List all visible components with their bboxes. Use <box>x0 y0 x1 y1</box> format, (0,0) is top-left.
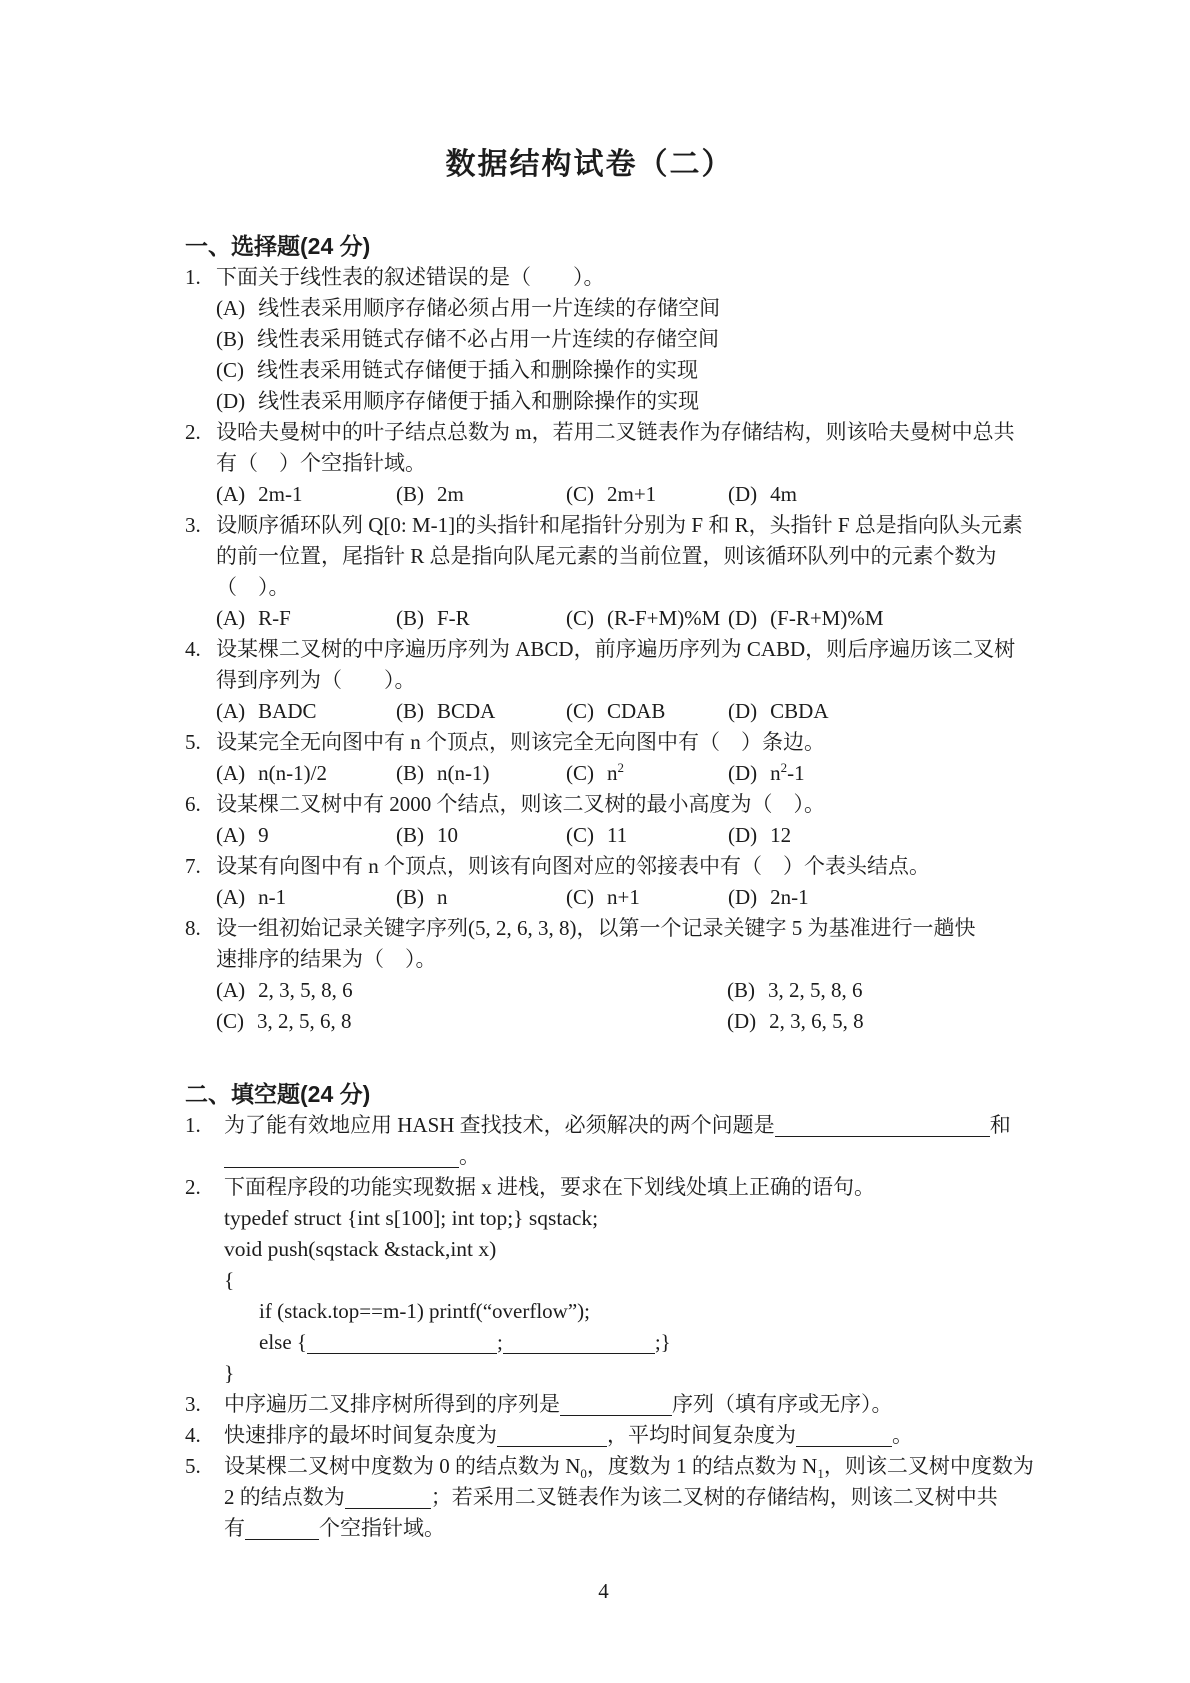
option-label: (D) <box>728 761 758 785</box>
option-label: (C) <box>566 885 594 909</box>
question <box>185 634 1022 727</box>
option-item <box>728 479 797 510</box>
options-row <box>216 882 1022 913</box>
option-item <box>566 758 728 789</box>
section <box>185 231 1022 1037</box>
option-label: (D) <box>728 606 758 630</box>
option-label: (C) <box>566 823 594 847</box>
subscript: 1 <box>817 1466 824 1482</box>
option-label: (A) <box>216 885 246 909</box>
option-text: $n^2$ <box>607 760 624 785</box>
question-number: 3. <box>185 513 201 537</box>
question-stem-line: 2 的结点数为 ；若采用二叉链表作为该二叉树的存储结构，则该二叉树中共 <box>224 1485 998 1509</box>
option-label: (B) <box>396 761 424 785</box>
option-label: (B) <box>727 978 755 1002</box>
question-stem-line: （ ）。 <box>216 575 290 599</box>
subscript: 0 <box>580 1466 587 1482</box>
question-stem-line: 设某棵二叉树中有 2000 个结点，则该二叉树的最小高度为（ ）。 <box>216 792 825 816</box>
option-text: (F-R+M)%M <box>770 606 884 630</box>
option-text: 2, 3, 5, 8, 6 <box>258 978 353 1002</box>
option-label: (C) <box>566 699 594 723</box>
option-text: (R-F+M)%M <box>607 606 721 630</box>
option-item <box>216 1006 727 1037</box>
option-text: R-F <box>258 606 291 630</box>
question-stem-line: 。 <box>224 1141 1022 1172</box>
option-item <box>727 1006 864 1037</box>
question <box>185 913 1022 1037</box>
option-label: (D) <box>728 885 758 909</box>
question-body <box>216 789 1022 851</box>
question-stem-line: 下面关于线性表的叙述错误的是（ ）。 <box>216 265 605 289</box>
option-label: (D) <box>728 482 758 506</box>
option-text: 11 <box>607 823 628 847</box>
code-line: } <box>224 1361 235 1385</box>
question-stem-line: 下面程序段的功能实现数据 x 进栈，要求在下划线处填上正确的语句。 <box>224 1175 875 1199</box>
question-number: 5. <box>185 730 201 754</box>
option-label: (C) <box>216 1009 244 1033</box>
question-body <box>216 262 1022 417</box>
question-body <box>216 851 1022 913</box>
question-stem-line: 的前一位置，尾指针 R 总是指向队尾元素的当前位置，则该循环队列中的元素个数为 <box>216 544 997 568</box>
option-text: n+1 <box>607 885 640 909</box>
question <box>185 417 1022 510</box>
option-item <box>728 882 809 913</box>
question <box>185 1172 1022 1389</box>
question-body <box>216 417 1022 510</box>
question-stem-line: 设某棵二叉树的中序遍历序列为 ABCD，前序遍历序列为 CABD，则后序遍历该二叉树 <box>216 637 1016 661</box>
question <box>185 262 1022 417</box>
option-label: (B) <box>396 606 424 630</box>
question-stem-line: 设顺序循环队列 Q[0: M-1]的头指针和尾指针分别为 F 和 R，头指针 F 总是指向队头元素 <box>216 513 1023 537</box>
option-label: (A) <box>216 823 246 847</box>
option-text: n <box>437 885 448 909</box>
option-item <box>566 479 728 510</box>
option-text: 线性表采用链式存储不必占用一片连续的存储空间 <box>257 327 719 351</box>
question-body <box>224 1389 1022 1420</box>
options-row <box>216 820 1022 851</box>
blank-field <box>497 1434 607 1447</box>
option-text: 2n-1 <box>770 885 809 909</box>
option-text: 9 <box>258 823 269 847</box>
question-number: 6. <box>185 792 201 816</box>
option-text: 2m-1 <box>258 482 303 506</box>
question-stem-line: 速排序的结果为（ ）。 <box>216 947 437 971</box>
option-item <box>216 758 396 789</box>
option-text: 2m <box>437 482 464 506</box>
option-text: n(n-1) <box>437 761 490 785</box>
question <box>185 851 1022 913</box>
question-stem-line: 为了能有效地应用 HASH 查找技术，必须解决的两个问题是 和 <box>224 1113 1011 1137</box>
option-text: 线性表采用顺序存储便于插入和删除操作的实现 <box>258 389 700 413</box>
section-heading: 二、填空题(24 分) <box>185 1081 371 1107</box>
question-body <box>224 1420 1022 1451</box>
option-item <box>216 293 1022 324</box>
question <box>185 1110 1022 1172</box>
blank-field <box>503 1341 655 1354</box>
option-label: (C) <box>566 482 594 506</box>
question-body <box>216 510 1022 634</box>
option-label: (B) <box>216 327 244 351</box>
question-stem-line: 中序遍历二叉排序树所得到的序列是 序列（填有序或无序）。 <box>224 1392 893 1416</box>
option-item <box>566 820 728 851</box>
question-body <box>216 634 1022 727</box>
blank-field <box>245 1527 319 1540</box>
option-label: (A) <box>216 761 246 785</box>
blank-field <box>224 1155 459 1168</box>
question <box>185 1451 1034 1544</box>
question-number: 8. <box>185 916 201 940</box>
question-stem-line: 设哈夫曼树中的叶子结点总数为 m，若用二叉链表作为存储结构，则该哈夫曼树中总共 <box>216 420 1015 444</box>
option-item <box>727 975 863 1006</box>
question-stem-line: 设某有向图中有 n 个顶点，则该有向图对应的邻接表中有（ ）个表头结点。 <box>216 854 930 878</box>
option-label: (D) <box>727 1009 757 1033</box>
option-item <box>216 327 719 351</box>
question-number: 4. <box>185 637 201 661</box>
code-line: else { ; ;} <box>259 1330 671 1354</box>
option-item <box>396 758 566 789</box>
blank-field <box>775 1124 990 1137</box>
option-item <box>216 324 1022 355</box>
question-number: 1. <box>185 1113 201 1137</box>
question-number: 2. <box>185 1175 201 1199</box>
option-item <box>216 389 699 413</box>
options-row <box>216 696 1022 727</box>
question-stem-line: 设某棵二叉树中度数为 0 的结点数为 $N_0$，度数为 1 的结点数为 $N_1$，则该二叉树中度数为 <box>224 1454 1034 1482</box>
options-row <box>216 603 1022 634</box>
option-text: $n^2-1$ <box>770 760 805 785</box>
code-line: if (stack.top==m-1) printf(“overflow”); <box>259 1299 590 1323</box>
options-row <box>216 975 1022 1006</box>
blank-field <box>345 1496 431 1509</box>
question-body <box>224 1451 1034 1544</box>
option-text: 12 <box>770 823 792 847</box>
question-body <box>224 1110 1022 1172</box>
option-item <box>396 479 566 510</box>
option-label: (D) <box>728 699 758 723</box>
question <box>185 727 1022 789</box>
option-text: CBDA <box>770 699 829 723</box>
page-title: 数据结构试卷（二） <box>445 148 734 181</box>
option-item <box>216 296 720 320</box>
question <box>185 1420 1022 1451</box>
section <box>185 1079 1034 1544</box>
option-label: (B) <box>396 699 424 723</box>
option-text: 3, 2, 5, 6, 8 <box>257 1009 352 1033</box>
question-body <box>216 913 1022 1037</box>
option-text: 3, 2, 5, 8, 6 <box>768 978 863 1002</box>
option-label: (B) <box>396 823 424 847</box>
code-line: typedef struct {int s[100]; int top;} sqstack; <box>224 1206 599 1230</box>
question-stem-line: 有 个空指针域。 <box>224 1516 445 1540</box>
option-label: (A) <box>216 606 246 630</box>
option-item <box>216 603 396 634</box>
option-item <box>728 758 805 789</box>
option-text: 10 <box>437 823 458 847</box>
option-item <box>396 603 566 634</box>
exam-sections <box>185 231 1034 1544</box>
question-stem-line: 设某完全无向图中有 n 个顶点，则该完全无向图中有（ ）条边。 <box>216 730 825 754</box>
option-item <box>216 820 396 851</box>
option-label: (A) <box>216 699 246 723</box>
superscript: 2 <box>617 760 624 775</box>
blank-field <box>307 1341 497 1354</box>
option-item <box>216 696 396 727</box>
options-row <box>216 479 1022 510</box>
option-text: 2m+1 <box>607 482 657 506</box>
option-label: (C) <box>566 761 594 785</box>
option-label: (B) <box>396 482 424 506</box>
question-stem-line: 得到序列为（ ）。 <box>216 668 416 692</box>
question <box>185 1389 1022 1420</box>
option-text: 4m <box>770 482 797 506</box>
option-label: (C) <box>216 358 244 382</box>
question <box>185 789 1022 851</box>
question-stem-line: 快速排序的最坏时间复杂度为 ，平均时间复杂度为 。 <box>224 1423 913 1447</box>
option-item <box>216 479 396 510</box>
option-item <box>216 975 727 1006</box>
question-body <box>216 727 1022 789</box>
options-row <box>216 1006 1022 1037</box>
option-item <box>566 882 728 913</box>
option-item <box>566 696 728 727</box>
option-text: n(n-1)/2 <box>258 761 327 785</box>
question-stem-line: 设一组初始记录关键字序列(5, 2, 6, 3, 8)，以第一个记录关键字 5 为基准进行一趟快 <box>216 916 976 940</box>
option-text: n-1 <box>258 885 287 909</box>
blank-field <box>560 1403 672 1416</box>
question-number: 4. <box>185 1423 201 1447</box>
option-item <box>216 386 1022 417</box>
option-text: F-R <box>437 606 470 630</box>
superscript: 2 <box>780 760 788 775</box>
question-number: 7. <box>185 854 201 878</box>
option-item <box>396 696 566 727</box>
question-number: 5. <box>185 1454 201 1478</box>
option-text: BADC <box>258 699 317 723</box>
option-item <box>566 603 728 634</box>
option-item <box>216 882 396 913</box>
option-label: (D) <box>216 389 246 413</box>
question-stem-line: 有（ ）个空指针域。 <box>216 451 426 475</box>
option-item <box>728 603 884 634</box>
question-number: 2. <box>185 420 201 444</box>
options-row <box>216 758 1022 789</box>
code-line: void push(sqstack &stack,int x) <box>224 1237 497 1261</box>
option-label: (B) <box>396 885 424 909</box>
question-number: 3. <box>185 1392 201 1416</box>
option-label: (A) <box>216 482 246 506</box>
option-label: (A) <box>216 978 246 1002</box>
option-item <box>396 882 566 913</box>
option-text: BCDA <box>437 699 496 723</box>
section-heading: 一、选择题(24 分) <box>185 233 371 259</box>
option-item <box>728 696 829 727</box>
page-number: 4 <box>598 1579 609 1603</box>
option-text: 2, 3, 6, 5, 8 <box>769 1009 864 1033</box>
code-line: { <box>224 1268 235 1292</box>
option-text: 线性表采用顺序存储必须占用一片连续的存储空间 <box>258 296 721 320</box>
option-text: 线性表采用链式存储便于插入和删除操作的实现 <box>257 358 698 382</box>
option-label: (C) <box>566 606 594 630</box>
option-item <box>216 358 698 382</box>
option-label: (A) <box>216 296 246 320</box>
question-body <box>224 1172 1022 1389</box>
option-text: CDAB <box>607 699 666 723</box>
question-number: 1. <box>185 265 201 289</box>
question <box>185 510 1022 634</box>
option-label: (D) <box>728 823 758 847</box>
option-item <box>728 820 791 851</box>
blank-field <box>796 1434 892 1447</box>
option-item <box>396 820 566 851</box>
option-item <box>216 355 1022 386</box>
